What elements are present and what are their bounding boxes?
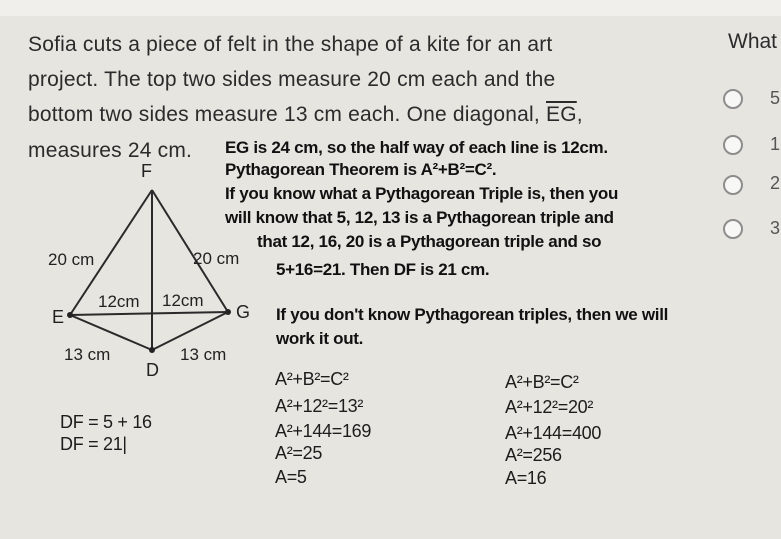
label-fe-length: 20 cm <box>48 250 95 269</box>
choice-1-label: 5 <box>770 88 781 108</box>
right-work-line-5: A=16 <box>505 468 547 488</box>
right-work-line-2: A²+12²=20² <box>505 397 594 417</box>
left-work-line-4: A²=25 <box>275 443 323 463</box>
problem-line-4: measures 24 cm. <box>28 139 193 162</box>
explanation-line-8: work it out. <box>276 329 364 348</box>
explanation-line-5: that 12, 16, 20 is a Pythagorean triple and so <box>257 232 602 251</box>
kite-diagonal-eg <box>70 312 228 315</box>
right-work-line-3: A²+144=400 <box>505 423 602 443</box>
vertex-d: D <box>146 360 159 380</box>
label-half-right: 12cm <box>162 291 204 310</box>
label-ed-length: 13 cm <box>64 345 111 364</box>
explanation-line-1: EG is 24 cm, so the half way of each line is 12cm. <box>225 138 608 157</box>
left-work-line-2: A²+12²=13² <box>275 396 364 416</box>
choice-3-label: 2 <box>770 173 781 193</box>
right-work-line-1: A²+B²=C² <box>505 372 579 392</box>
vertex-g: G <box>236 302 251 322</box>
left-work-line-1: A²+B²=C² <box>275 369 349 389</box>
vertex-dot-e <box>67 312 73 318</box>
left-work-line-3: A²+144=169 <box>275 421 372 441</box>
problem-line-2: project. The top two sides measure 20 cm each and the <box>28 68 556 91</box>
choice-4-label: 3 <box>770 218 781 238</box>
question-header: What <box>728 30 778 53</box>
choice-2-label: 1 <box>770 134 781 154</box>
df-work-line-2[interactable]: DF = 21| <box>60 434 127 454</box>
explanation-line-3: If you know what a Pythagorean Triple is, then you <box>225 184 619 203</box>
vertex-dot-d <box>149 347 155 353</box>
df-work-line-1: DF = 5 + 16 <box>60 412 152 432</box>
problem-line-3-text: bottom two sides measure 13 cm each. One diagonal, <box>28 103 540 126</box>
right-work-line-4: A²=256 <box>505 445 562 465</box>
label-gd-length: 13 cm <box>180 345 227 364</box>
left-work-line-5: A=5 <box>275 467 307 487</box>
explanation-line-2: Pythagorean Theorem is A²+B²=C². <box>225 160 497 179</box>
label-fg-length: 20 cm <box>193 249 240 268</box>
segment-eg: $\overline{EG}$ <box>546 103 577 126</box>
explanation-line-7: If you don't know Pythagorean triples, then we will <box>276 305 669 324</box>
explanation-line-6: 5+16=21. Then DF is 21 cm. <box>276 260 490 279</box>
problem-line-1: Sofia cuts a piece of felt in the shape of a kite for an art <box>28 33 553 56</box>
vertex-e: E <box>52 307 65 327</box>
comma: , <box>576 103 583 126</box>
explanation-line-4: will know that 5, 12, 13 is a Pythagorean triple and <box>225 208 614 227</box>
label-half-left: 12cm <box>98 292 140 311</box>
vertex-f: F <box>141 161 152 181</box>
vertex-dot-g <box>225 309 231 315</box>
